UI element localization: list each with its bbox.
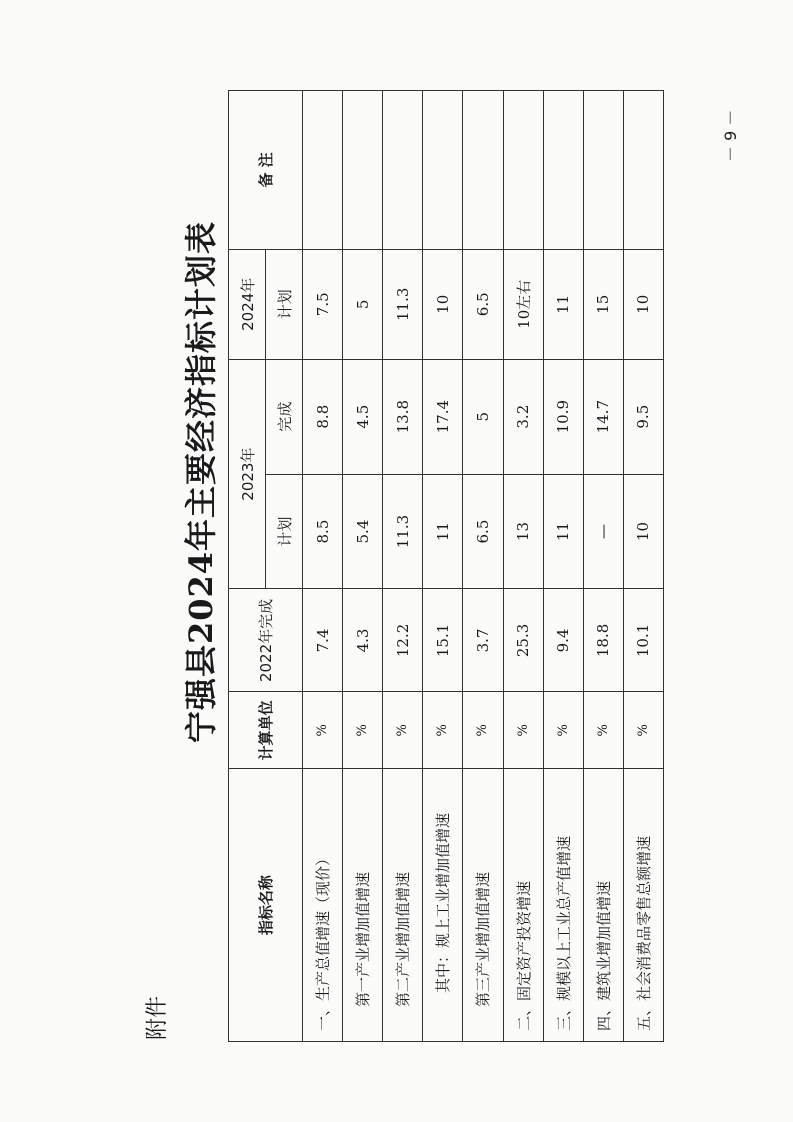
table-row: [463, 91, 503, 1042]
row-remark: [503, 91, 543, 250]
row-unit: %: [623, 692, 663, 769]
row-name: 三、规模以上工业总产值增速: [543, 769, 583, 1042]
row-unit: %: [583, 692, 623, 769]
row-name: 第三产业增加值增速: [463, 769, 503, 1042]
row-2022: 10.1: [623, 589, 663, 692]
table-row: [303, 91, 343, 1042]
row-2024-plan: 6.5: [463, 249, 503, 359]
row-name: 一、生产总值增速（现价）: [303, 769, 343, 1042]
row-2023-plan: 8.5: [303, 474, 343, 589]
table-row: [383, 91, 423, 1042]
row-2023-plan: 11: [543, 474, 583, 589]
row-2023-plan: 11: [423, 474, 463, 589]
header-2024-plan: 计划: [266, 249, 303, 359]
row-2022: 18.8: [583, 589, 623, 692]
row-unit: %: [383, 692, 423, 769]
row-2022: 12.2: [383, 589, 423, 692]
row-2024-plan: 11: [543, 249, 583, 359]
header-2023: 2023年: [229, 359, 266, 589]
header-2024: 2024年: [229, 249, 266, 359]
row-unit: %: [543, 692, 583, 769]
row-name: 二、固定资产投资增速: [503, 769, 543, 1042]
row-2024-plan: 15: [583, 249, 623, 359]
row-remark: [423, 91, 463, 250]
row-2023-plan: 13: [503, 474, 543, 589]
row-2024-plan: 10: [623, 249, 663, 359]
row-2024-plan: 11.3: [383, 249, 423, 359]
row-2023-plan: 5.4: [343, 474, 383, 589]
row-2023-plan: 10: [623, 474, 663, 589]
page-title: 宁强县2024年主要经济指标计划表: [182, 220, 220, 744]
table-row: [343, 91, 383, 1042]
header-2023-plan: 计划: [266, 474, 303, 589]
row-2024-plan: 10: [423, 249, 463, 359]
row-unit: %: [303, 692, 343, 769]
row-2023-done: 8.8: [303, 359, 343, 474]
row-remark: [383, 91, 423, 250]
row-2022: 7.4: [303, 589, 343, 692]
row-name: 四、建筑业增加值增速: [583, 769, 623, 1042]
row-2022: 3.7: [463, 589, 503, 692]
row-2022: 9.4: [543, 589, 583, 692]
page-number: － 9 －: [721, 109, 740, 162]
indicator-table: [228, 90, 664, 1042]
row-2023-plan: 11.3: [383, 474, 423, 589]
row-remark: [623, 91, 663, 250]
header-2023-done: 完成: [266, 359, 303, 474]
row-remark: [543, 91, 583, 250]
row-name: 其中：规上工业增加值增速: [423, 769, 463, 1042]
row-name: 五、社会消费品零售总额增速: [623, 769, 663, 1042]
header-name: 指标名称: [229, 769, 303, 1042]
row-name: 第一产业增加值增速: [343, 769, 383, 1042]
row-2022: 4.3: [343, 589, 383, 692]
row-2023-done: 13.8: [383, 359, 423, 474]
row-unit: %: [503, 692, 543, 769]
header-unit: 计算单位: [229, 692, 303, 769]
header-remark: 备 注: [229, 91, 303, 250]
row-unit: %: [423, 692, 463, 769]
row-2023-plan: —: [583, 474, 623, 589]
row-2023-done: 3.2: [503, 359, 543, 474]
row-remark: [463, 91, 503, 250]
row-2023-done: 14.7: [583, 359, 623, 474]
row-remark: [583, 91, 623, 250]
row-2024-plan: 10左右: [503, 249, 543, 359]
row-2023-done: 9.5: [623, 359, 663, 474]
row-2022: 15.1: [423, 589, 463, 692]
table-row: [423, 91, 463, 1042]
row-2023-done: 17.4: [423, 359, 463, 474]
table-row: [543, 91, 583, 1042]
row-2023-done: 10.9: [543, 359, 583, 474]
row-2023-done: 4.5: [343, 359, 383, 474]
row-2022: 25.3: [503, 589, 543, 692]
attachment-label: 附件: [145, 995, 170, 1040]
table-row: [503, 91, 543, 1042]
row-remark: [303, 91, 343, 250]
row-2023-done: 5: [463, 359, 503, 474]
table-row: [623, 91, 663, 1042]
row-remark: [343, 91, 383, 250]
table-row: [583, 91, 623, 1042]
row-2024-plan: 7.5: [303, 249, 343, 359]
row-2023-plan: 6.5: [463, 474, 503, 589]
row-name: 第二产业增加值增速: [383, 769, 423, 1042]
row-unit: %: [463, 692, 503, 769]
row-2024-plan: 5: [343, 249, 383, 359]
row-unit: %: [343, 692, 383, 769]
header-2022: 2022年完成: [229, 589, 303, 692]
